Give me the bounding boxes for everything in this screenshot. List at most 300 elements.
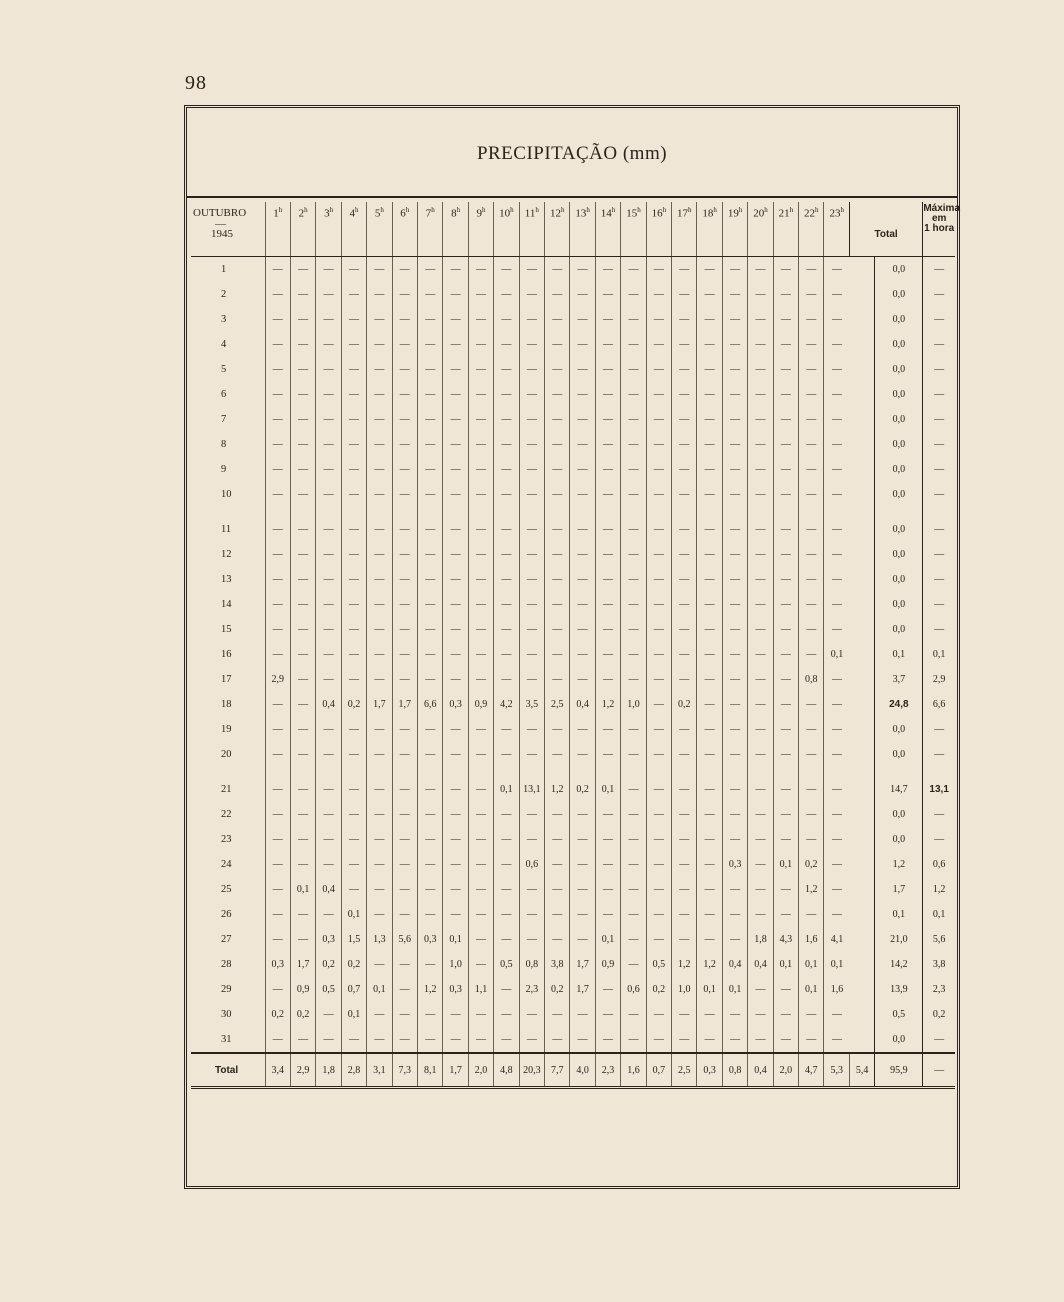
- hour-value-cell: —: [595, 517, 620, 542]
- hour-value-cell: —: [519, 1002, 544, 1027]
- hour-value-cell: —: [341, 432, 366, 457]
- hour-value-cell: —: [265, 927, 290, 952]
- day-cell: 9: [221, 464, 227, 475]
- table-row: [191, 802, 955, 827]
- hour-value-cell: —: [570, 877, 595, 902]
- hour-value-cell: —: [773, 902, 798, 927]
- hour-value-cell: —: [316, 407, 341, 432]
- hour-value-cell: 0,8: [519, 952, 544, 977]
- spacer-cell: [595, 767, 620, 777]
- hour-total-cell: 2,8: [341, 1053, 366, 1088]
- hour-value-cell: —: [392, 717, 417, 742]
- spacer-cell: [570, 507, 595, 517]
- hour-value-cell: —: [443, 827, 468, 852]
- hour-value-cell: —: [697, 742, 722, 767]
- hour-value-cell: —: [621, 952, 646, 977]
- hour-value-cell: —: [646, 802, 671, 827]
- hour-value-cell: —: [468, 592, 493, 617]
- hour-value-cell: —: [290, 927, 315, 952]
- hour-value-cell: —: [722, 592, 747, 617]
- hour-total-cell: 4,7: [799, 1053, 824, 1088]
- hour-value-cell: 0,1: [290, 877, 315, 902]
- spacer-cell: [875, 507, 923, 517]
- day-cell: 8: [221, 439, 227, 450]
- hour-value-cell: —: [290, 457, 315, 482]
- spacer-cell: [748, 767, 773, 777]
- hour-value-cell: —: [646, 357, 671, 382]
- hour-value-cell: —: [265, 432, 290, 457]
- hour-value-cell: —: [341, 542, 366, 567]
- hour-value-cell: —: [824, 282, 849, 307]
- hour-value-cell: —: [265, 692, 290, 717]
- hour-value-cell: 1,2: [545, 777, 570, 802]
- hour-value-cell: —: [443, 1002, 468, 1027]
- hour-value-cell: —: [367, 282, 392, 307]
- hour-value-cell: —: [545, 407, 570, 432]
- hour-value-cell: —: [417, 517, 442, 542]
- day-cell: 18: [221, 699, 232, 710]
- hour-value-cell: —: [468, 307, 493, 332]
- hour-value-cell: —: [824, 592, 849, 617]
- hour-suffix: h: [510, 206, 514, 214]
- spacer-cell: [722, 767, 747, 777]
- spacer-cell: [773, 767, 798, 777]
- header-dash: —: [215, 218, 226, 230]
- hour-value-cell: 1,8: [748, 927, 773, 952]
- hour-value-cell: —: [316, 357, 341, 382]
- hour-total-cell: 0,3: [697, 1053, 722, 1088]
- day-cell: 14: [221, 599, 232, 610]
- hour-value-cell: —: [417, 777, 442, 802]
- hour-value-cell: —: [341, 567, 366, 592]
- spacer-cell: [341, 767, 366, 777]
- hour-value-cell: —: [621, 777, 646, 802]
- hour-value-cell: —: [646, 667, 671, 692]
- hour-value-cell: 3,8: [545, 952, 570, 977]
- hour-value-cell: —: [392, 742, 417, 767]
- hour-value-cell: —: [290, 902, 315, 927]
- table-row: [191, 542, 955, 567]
- hour-value-cell: —: [545, 642, 570, 667]
- hour-value-cell: —: [722, 692, 747, 717]
- hour-value-cell: —: [672, 877, 697, 902]
- spacer-cell: [191, 507, 265, 517]
- hour-value-cell: —: [621, 902, 646, 927]
- blank-cell: [849, 282, 874, 307]
- hour-value-cell: —: [748, 742, 773, 767]
- blank-cell: [849, 617, 874, 642]
- hour-number: 13: [575, 207, 587, 220]
- hour-suffix: h: [611, 206, 616, 214]
- hour-value-cell: —: [341, 307, 366, 332]
- hour-value-cell: —: [494, 827, 519, 852]
- day-total-cell: 0,0: [875, 567, 923, 592]
- hour-value-cell: —: [621, 482, 646, 507]
- hour-value-cell: —: [799, 802, 824, 827]
- hour-value-cell: —: [545, 802, 570, 827]
- max-hour-cell: 6,6: [923, 692, 955, 717]
- table-row: [191, 642, 955, 667]
- hour-value-cell: —: [621, 432, 646, 457]
- hour-value-cell: —: [773, 517, 798, 542]
- hour-value-cell: —: [468, 802, 493, 827]
- max-hour-cell: —: [923, 432, 955, 457]
- hour-number: 3: [324, 207, 330, 220]
- hour-value-cell: —: [367, 257, 392, 283]
- hour-value-cell: —: [621, 517, 646, 542]
- hour-value-cell: —: [545, 482, 570, 507]
- hour-value-cell: —: [595, 977, 620, 1002]
- hour-value-cell: —: [748, 517, 773, 542]
- hour-value-cell: 1,0: [672, 977, 697, 1002]
- hour-value-cell: —: [621, 877, 646, 902]
- hour-value-cell: —: [672, 642, 697, 667]
- hour-value-cell: —: [316, 902, 341, 927]
- hour-suffix: h: [840, 206, 844, 214]
- hour-value-cell: —: [468, 1027, 493, 1053]
- day-total-cell: 0,0: [875, 742, 923, 767]
- day-cell: 13: [221, 574, 232, 585]
- hour-value-cell: —: [392, 667, 417, 692]
- hour-value-cell: —: [545, 282, 570, 307]
- hour-value-cell: —: [265, 382, 290, 407]
- hour-value-cell: —: [672, 1027, 697, 1053]
- hour-value-cell: —: [316, 777, 341, 802]
- hour-value-cell: —: [392, 1027, 417, 1053]
- hour-value-cell: —: [519, 432, 544, 457]
- hour-value-cell: —: [646, 407, 671, 432]
- hour-value-cell: —: [417, 852, 442, 877]
- hour-value-cell: —: [367, 667, 392, 692]
- hour-value-cell: 1,7: [570, 977, 595, 1002]
- hour-header-3: [316, 202, 341, 257]
- hour-value-cell: —: [672, 777, 697, 802]
- day-cell: 16: [221, 649, 232, 660]
- hour-value-cell: —: [392, 777, 417, 802]
- hour-value-cell: —: [595, 742, 620, 767]
- hour-value-cell: —: [443, 382, 468, 407]
- hour-value-cell: —: [367, 642, 392, 667]
- hour-value-cell: —: [748, 482, 773, 507]
- hour-value-cell: —: [392, 382, 417, 407]
- hour-value-cell: —: [290, 282, 315, 307]
- hour-header-4: [341, 202, 366, 257]
- spacer-cell: [494, 767, 519, 777]
- hour-value-cell: —: [595, 852, 620, 877]
- hour-value-cell: —: [773, 1002, 798, 1027]
- hour-value-cell: —: [468, 382, 493, 407]
- hour-suffix: h: [586, 206, 590, 214]
- max-hour-cell: —: [923, 717, 955, 742]
- hour-value-cell: —: [748, 852, 773, 877]
- hour-value-cell: —: [672, 567, 697, 592]
- hour-suffix: h: [431, 206, 435, 214]
- max-hour-cell: 0,2: [923, 1002, 955, 1027]
- hour-value-cell: —: [290, 332, 315, 357]
- hour-value-cell: —: [570, 457, 595, 482]
- max-hour-cell: 2,3: [923, 977, 955, 1002]
- hour-value-cell: —: [672, 667, 697, 692]
- hour-value-cell: —: [290, 542, 315, 567]
- hour-suffix: h: [637, 206, 641, 214]
- day-total-cell: 14,2: [875, 952, 923, 977]
- hour-value-cell: —: [570, 382, 595, 407]
- day-cell: 30: [221, 1009, 232, 1020]
- hour-header-8: [443, 202, 468, 257]
- hour-value-cell: —: [316, 742, 341, 767]
- hour-value-cell: —: [417, 357, 442, 382]
- hour-value-cell: —: [519, 407, 544, 432]
- hour-value-cell: —: [697, 517, 722, 542]
- table-row: [191, 257, 955, 283]
- hour-value-cell: —: [545, 432, 570, 457]
- hour-total-cell: 5,3: [824, 1053, 849, 1088]
- hour-value-cell: —: [443, 802, 468, 827]
- hour-value-cell: —: [494, 877, 519, 902]
- hour-suffix: h: [278, 206, 283, 214]
- hour-value-cell: —: [697, 432, 722, 457]
- hour-value-cell: —: [672, 927, 697, 952]
- hour-value-cell: —: [595, 592, 620, 617]
- hour-value-cell: —: [672, 432, 697, 457]
- hour-value-cell: —: [494, 282, 519, 307]
- hour-header-16: [646, 202, 671, 257]
- hour-total-cell: 0,4: [748, 1053, 773, 1088]
- hour-value-cell: —: [468, 457, 493, 482]
- max-hour-cell: 2,9: [923, 667, 955, 692]
- hour-value-cell: —: [697, 257, 722, 283]
- hour-value-cell: —: [595, 717, 620, 742]
- hour-value-cell: —: [494, 567, 519, 592]
- hour-value-cell: —: [468, 927, 493, 952]
- hour-value-cell: —: [545, 852, 570, 877]
- spacer-cell: [799, 767, 824, 777]
- hour-value-cell: —: [494, 667, 519, 692]
- hour-number: 7: [425, 207, 432, 220]
- spacer-cell: [545, 507, 570, 517]
- precipitation-table: [191, 202, 961, 1089]
- hour-value-cell: —: [748, 257, 773, 283]
- hour-value-cell: —: [722, 1002, 747, 1027]
- spacer-cell: [824, 507, 849, 517]
- hour-value-cell: 5,6: [392, 927, 417, 952]
- hour-value-cell: —: [697, 482, 722, 507]
- spacer-cell: [468, 767, 493, 777]
- hour-value-cell: —: [417, 332, 442, 357]
- max-hour-cell: —: [923, 482, 955, 507]
- hour-value-cell: —: [341, 592, 366, 617]
- hour-value-cell: —: [722, 1027, 747, 1053]
- hour-value-cell: —: [290, 852, 315, 877]
- hour-value-cell: —: [494, 977, 519, 1002]
- hour-suffix: h: [713, 206, 717, 214]
- hour-value-cell: —: [646, 902, 671, 927]
- hour-value-cell: —: [646, 692, 671, 717]
- hour-number: 11: [524, 207, 536, 220]
- hour-value-cell: —: [316, 827, 341, 852]
- max-hour-cell: 1,2: [923, 877, 955, 902]
- hour-value-cell: 0,1: [341, 1002, 366, 1027]
- hour-value-cell: —: [672, 742, 697, 767]
- hour-value-cell: —: [646, 457, 671, 482]
- hour-value-cell: —: [799, 617, 824, 642]
- max-hour-cell: —: [923, 257, 955, 283]
- hour-value-cell: —: [341, 717, 366, 742]
- hour-value-cell: —: [799, 777, 824, 802]
- hour-value-cell: —: [392, 432, 417, 457]
- hour-value-cell: —: [443, 517, 468, 542]
- hour-value-cell: —: [468, 852, 493, 877]
- hour-value-cell: —: [392, 902, 417, 927]
- hour-value-cell: —: [443, 1027, 468, 1053]
- hour-value-cell: —: [697, 307, 722, 332]
- hour-value-cell: 1,7: [367, 692, 392, 717]
- hour-value-cell: —: [545, 827, 570, 852]
- hour-value-cell: —: [392, 802, 417, 827]
- day-cell: 25: [221, 884, 232, 895]
- day-total-cell: 0,0: [875, 457, 923, 482]
- hour-value-cell: —: [545, 257, 570, 283]
- hour-value-cell: —: [417, 902, 442, 927]
- day-cell: 7: [221, 414, 227, 425]
- hour-value-cell: —: [773, 382, 798, 407]
- hour-value-cell: —: [722, 717, 747, 742]
- hour-value-cell: —: [316, 517, 341, 542]
- hour-header-23: [824, 202, 849, 257]
- blank-cell: [849, 852, 874, 877]
- hour-value-cell: 1,7: [392, 692, 417, 717]
- hour-value-cell: 1,2: [417, 977, 442, 1002]
- hour-value-cell: —: [392, 827, 417, 852]
- hour-value-cell: —: [824, 877, 849, 902]
- hour-value-cell: —: [646, 1027, 671, 1053]
- day-cell: 19: [221, 724, 232, 735]
- hour-value-cell: —: [595, 902, 620, 927]
- hour-value-cell: —: [697, 717, 722, 742]
- hour-value-cell: —: [316, 257, 341, 283]
- hour-value-cell: —: [697, 927, 722, 952]
- hour-value-cell: 0,4: [316, 692, 341, 717]
- hour-value-cell: —: [367, 877, 392, 902]
- hour-value-cell: —: [697, 802, 722, 827]
- blank-cell: [849, 977, 874, 1002]
- blank-cell: [849, 1002, 874, 1027]
- hour-value-cell: —: [799, 1027, 824, 1053]
- hour-value-cell: —: [519, 332, 544, 357]
- hour-value-cell: —: [799, 257, 824, 283]
- hour-value-cell: —: [367, 717, 392, 742]
- hour-value-cell: —: [799, 827, 824, 852]
- hour-value-cell: —: [722, 742, 747, 767]
- hour-value-cell: —: [341, 877, 366, 902]
- hour-value-cell: —: [341, 852, 366, 877]
- hour-value-cell: —: [748, 777, 773, 802]
- max-hour-cell: —: [923, 567, 955, 592]
- hour-total-cell: 8,1: [417, 1053, 442, 1088]
- blank-cell: [849, 357, 874, 382]
- hour-value-cell: —: [824, 357, 849, 382]
- day-cell: 20: [221, 749, 232, 760]
- hour-value-cell: —: [672, 482, 697, 507]
- table-row: [191, 692, 955, 717]
- hour-value-cell: —: [824, 777, 849, 802]
- hour-value-cell: —: [468, 282, 493, 307]
- hour-value-cell: —: [722, 332, 747, 357]
- hour-suffix: h: [764, 206, 768, 214]
- hour-value-cell: 0,1: [773, 852, 798, 877]
- day-cell: 10: [221, 489, 232, 500]
- hour-value-cell: —: [722, 777, 747, 802]
- hour-value-cell: —: [595, 542, 620, 567]
- max-header-line: em: [931, 213, 947, 224]
- table-frame: [184, 105, 960, 1189]
- hour-total-cell: 2,0: [773, 1053, 798, 1088]
- hour-value-cell: —: [748, 717, 773, 742]
- hour-value-cell: —: [621, 667, 646, 692]
- spacer-cell: [595, 507, 620, 517]
- hour-value-cell: —: [341, 777, 366, 802]
- hour-number: 15: [626, 207, 638, 220]
- day-cell: 2: [221, 289, 227, 300]
- hour-value-cell: —: [773, 567, 798, 592]
- hour-value-cell: —: [621, 357, 646, 382]
- hour-value-cell: —: [748, 1027, 773, 1053]
- table-row: [191, 827, 955, 852]
- hour-value-cell: —: [621, 382, 646, 407]
- hour-total-cell: 0,8: [722, 1053, 747, 1088]
- table-row: [191, 977, 955, 1002]
- hour-value-cell: —: [417, 307, 442, 332]
- hour-value-cell: —: [494, 1002, 519, 1027]
- hour-value-cell: —: [748, 282, 773, 307]
- hour-value-cell: 1,6: [824, 977, 849, 1002]
- hour-value-cell: 0,1: [799, 952, 824, 977]
- hour-value-cell: —: [621, 567, 646, 592]
- hour-value-cell: —: [367, 482, 392, 507]
- day-total-cell: 0,0: [875, 1027, 923, 1053]
- hour-value-cell: —: [468, 482, 493, 507]
- hour-value-cell: —: [443, 542, 468, 567]
- hour-value-cell: —: [748, 977, 773, 1002]
- hour-value-cell: —: [646, 257, 671, 283]
- blank-cell: [849, 517, 874, 542]
- hour-value-cell: —: [417, 877, 442, 902]
- hour-suffix: h: [380, 206, 384, 214]
- hour-total-cell: 1,7: [443, 1053, 468, 1088]
- hour-value-cell: —: [265, 257, 290, 283]
- hour-value-cell: —: [722, 617, 747, 642]
- day-cell: 28: [221, 959, 232, 970]
- hour-value-cell: —: [773, 827, 798, 852]
- hour-value-cell: —: [265, 742, 290, 767]
- hour-value-cell: —: [621, 592, 646, 617]
- hour-value-cell: —: [722, 307, 747, 332]
- hour-total-cell: 1,6: [621, 1053, 646, 1088]
- hour-value-cell: —: [519, 802, 544, 827]
- hour-value-cell: —: [341, 382, 366, 407]
- hour-value-cell: —: [748, 357, 773, 382]
- hour-total-cell: 2,9: [290, 1053, 315, 1088]
- hour-value-cell: —: [392, 307, 417, 332]
- hour-value-cell: —: [824, 717, 849, 742]
- hour-value-cell: —: [341, 742, 366, 767]
- table-row: [191, 482, 955, 507]
- day-cell: 15: [221, 624, 232, 635]
- hour-value-cell: —: [722, 357, 747, 382]
- hour-value-cell: —: [824, 1002, 849, 1027]
- hour-value-cell: —: [519, 877, 544, 902]
- max-hour-cell: 0,1: [923, 642, 955, 667]
